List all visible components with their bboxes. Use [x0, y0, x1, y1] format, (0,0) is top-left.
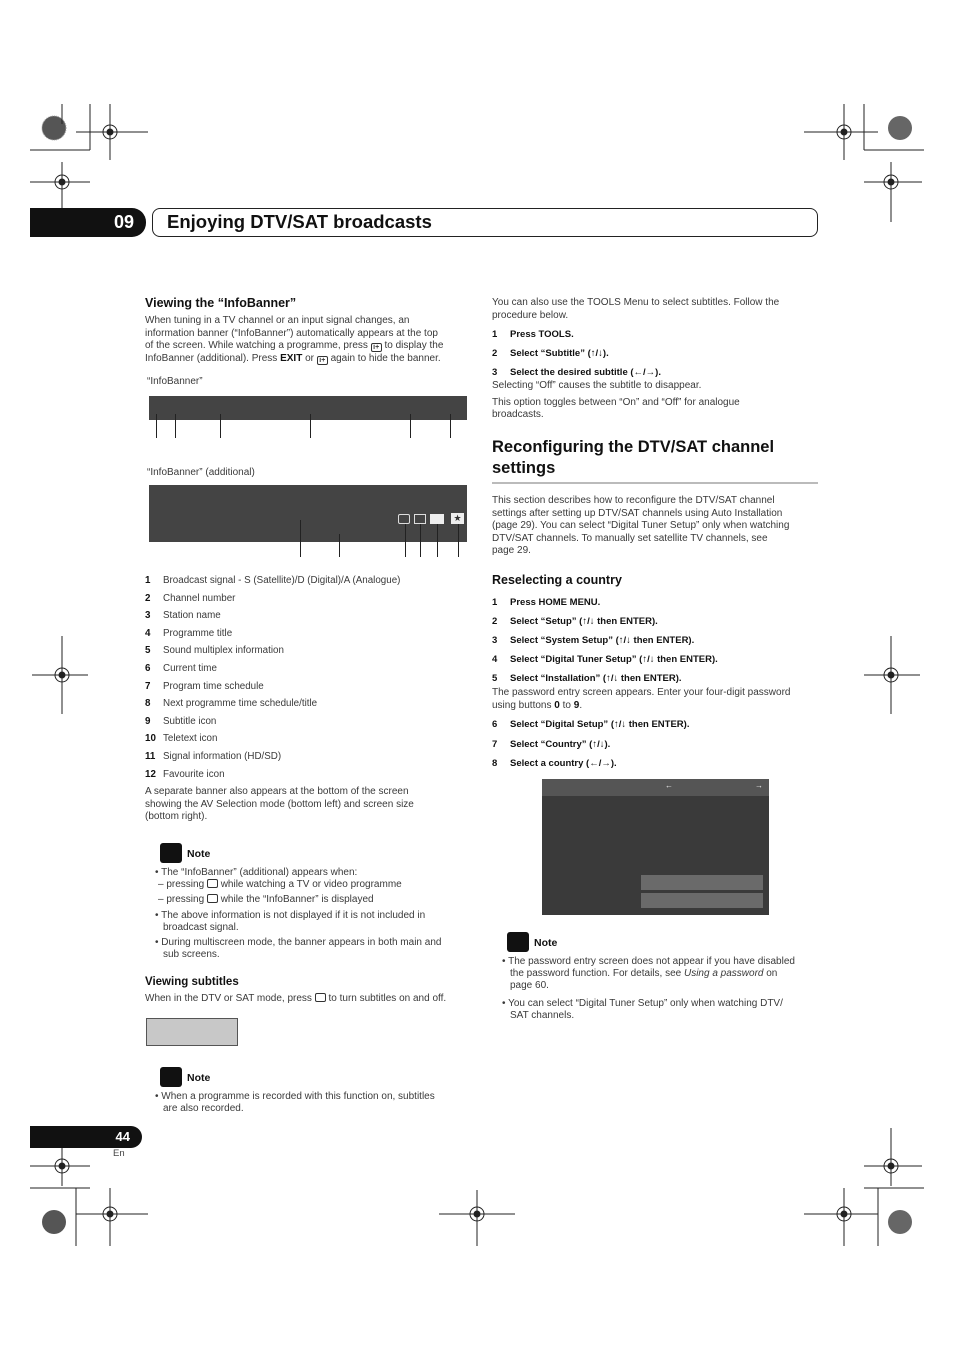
callout-line	[405, 524, 406, 557]
list-item-continuation: page 60.	[510, 980, 549, 992]
chapter-number-pill	[30, 208, 146, 237]
list-item-number: 10	[145, 733, 156, 745]
list-item-label: Subtitle icon	[163, 715, 217, 727]
subtitles-heading: Viewing subtitles	[145, 976, 239, 988]
infobanner-paragraph	[145, 315, 475, 365]
infobanner-image	[149, 396, 467, 420]
screen-top-bar	[542, 779, 769, 796]
list-item-number: 9	[145, 715, 151, 727]
infobanner-line-4: InfoBanner (additional). Press EXIT or i+ again to hide the banner.	[145, 352, 441, 364]
callout-line	[410, 414, 411, 438]
list-item	[145, 769, 475, 787]
page-number: 44	[115, 1129, 130, 1144]
reconfig-paragraph	[492, 495, 822, 558]
list-item-number: 6	[145, 662, 151, 674]
tools-steps	[492, 329, 822, 386]
step-number: 3	[492, 367, 498, 378]
step-item	[492, 635, 822, 647]
password-paragraph: The password entry screen appears. Enter your four-digit password using buttons 0 to 9.	[492, 687, 791, 711]
step-item	[492, 616, 822, 628]
note-icon	[160, 843, 182, 863]
list-item-label: Signal information (HD/SD)	[163, 750, 282, 762]
callout-line	[450, 414, 451, 438]
note-bullets	[155, 867, 475, 961]
chapter-number: 09	[113, 212, 134, 232]
step-item	[492, 719, 822, 731]
list-item	[145, 698, 475, 716]
step-item	[492, 348, 822, 360]
paragraph-line: page 29.	[492, 545, 531, 556]
list-item-number: 12	[145, 768, 156, 780]
language-label: En	[113, 1148, 125, 1159]
list-item-number: 2	[145, 592, 151, 604]
list-item-continuation: broadcast signal.	[163, 921, 239, 933]
step-item	[492, 329, 822, 341]
list-item-label: Program time schedule	[163, 680, 264, 692]
reconfig-heading: Reconfiguring the DTV/SAT channel settings	[492, 438, 775, 477]
step-label: Select “Digital Tuner Setup” (↑/↓ then ENTER).	[510, 654, 718, 665]
infobanner-line-1: When tuning in a TV channel or an input signal changes, an	[145, 315, 410, 326]
list-item-continuation: the password function. For details, see Using a password on	[510, 968, 778, 980]
tools-paragraph: You can also use the TOOLS Menu to select subtitles. Follow the procedure below.	[492, 297, 780, 321]
step-item	[492, 758, 822, 770]
list-item	[145, 733, 475, 751]
list-item-label: Broadcast signal - S (Satellite)/D (Digital)/A (Analogue)	[163, 575, 401, 586]
infobanner-heading: Viewing the “InfoBanner”	[145, 296, 297, 310]
info-button-icon	[207, 894, 218, 903]
step-number: 8	[492, 758, 498, 769]
subtitle-screen-image	[146, 1018, 238, 1046]
list-item	[145, 716, 475, 734]
infobanner-line-3: of the screen. While watching a programme, press i+ to display the	[145, 340, 444, 351]
list-item-number: 3	[145, 610, 151, 622]
note-label: Note	[534, 937, 558, 949]
list-item-label: Programme title	[163, 627, 233, 639]
list-item: • You can select “Digital Tuner Setup” only when watching DTV/	[502, 997, 783, 1009]
step-item	[492, 597, 822, 609]
list-item: • The above information is not displayed if it is not included in	[155, 909, 426, 921]
page-number-pill	[30, 1126, 142, 1148]
note-icon	[160, 1067, 182, 1087]
list-item-continuation: SAT channels.	[510, 1009, 575, 1021]
list-item-label: Current time	[163, 662, 217, 674]
step-label: Press TOOLS.	[510, 329, 574, 340]
signal-info-icon	[430, 514, 444, 524]
list-item-label: Favourite icon	[163, 768, 225, 780]
subtitle-icon	[398, 514, 410, 524]
registration-mark-top-right	[804, 104, 924, 224]
list-item	[145, 593, 475, 611]
arrow-left-icon: ←	[665, 781, 673, 790]
step-item	[492, 673, 822, 685]
list-item: – pressing while watching a TV or video programme	[158, 879, 402, 891]
list-item: • The password entry screen does not appear if you have disabled	[502, 956, 795, 967]
list-item-label: Teletext icon	[163, 733, 218, 745]
step-number: 6	[492, 719, 498, 730]
legend-list	[145, 575, 475, 786]
callout-line	[437, 524, 438, 557]
list-item-continuation: sub screens.	[163, 949, 220, 961]
step-label: Select “Setup” (↑/↓ then ENTER).	[510, 616, 658, 627]
list-item	[145, 610, 475, 628]
step-number: 2	[492, 348, 498, 359]
step-number: 3	[492, 635, 498, 646]
step-number: 7	[492, 738, 498, 750]
country-setup-screen	[542, 779, 769, 915]
tools-after-paragraph: Selecting “Off” causes the subtitle to disappear. This option toggles between “On” and “Off” for analogue broadcasts.	[492, 380, 740, 420]
note-icon	[507, 932, 529, 952]
registration-mark-mid-right	[862, 636, 922, 716]
step-label: Press HOME MENU.	[510, 597, 601, 608]
list-item: • During multiscreen mode, the banner appears in both main and	[155, 937, 442, 949]
step-number: 4	[492, 654, 498, 665]
country-heading: Reselecting a country	[492, 573, 622, 587]
step-label: Select “Digital Setup” (↑/↓ then ENTER).	[510, 719, 690, 730]
list-item-number: 11	[145, 750, 156, 762]
info-button-icon	[207, 879, 218, 888]
list-item-label: Sound multiplex information	[163, 645, 284, 657]
list-item-number: 4	[145, 627, 151, 639]
list-item	[145, 575, 475, 593]
registration-mark-bottom-center	[437, 1190, 517, 1250]
chapter-title: Enjoying DTV/SAT broadcasts	[167, 211, 432, 232]
list-item-label: Channel number	[163, 592, 236, 604]
callout-line	[458, 524, 459, 557]
step-item	[492, 739, 822, 751]
separate-banner-paragraph: A separate banner also appears at the bottom of the screen showing the AV Selection mode (bottom left) and screen size (bottom right).	[145, 786, 414, 822]
infobanner-line-2: information banner (“InfoBanner”) automatically appears at the top	[145, 327, 438, 339]
list-item-number: 1	[145, 575, 151, 586]
favourite-icon: ★	[451, 513, 464, 524]
step-label: Select “Subtitle” (↑/↓).	[510, 348, 609, 359]
arrow-right-icon: →	[755, 781, 763, 790]
list-item	[145, 645, 475, 663]
registration-mark-mid-left	[30, 636, 90, 716]
info-button-icon: i+	[371, 343, 382, 352]
info-button-icon: i+	[317, 356, 328, 365]
list-item-continuation: are also recorded.	[163, 1103, 244, 1115]
caption-infobanner-additional: “InfoBanner” (additional)	[147, 467, 255, 478]
step-item	[492, 367, 822, 379]
caption-infobanner: “InfoBanner”	[147, 376, 203, 387]
paragraph-line: settings after setting up DTV/SAT channels using Auto Installation	[492, 507, 783, 519]
note2-bullets	[155, 1091, 475, 1115]
list-item-number: 7	[145, 680, 151, 692]
list-item	[145, 663, 475, 681]
subtitles-paragraph: When in the DTV or SAT mode, press to turn subtitles on and off.	[145, 993, 447, 1004]
screen-button	[641, 893, 763, 908]
step-label: Select “Country” (↑/↓).	[510, 738, 611, 750]
exit-key-label: EXIT	[280, 352, 303, 364]
registration-mark-bottom-right	[804, 1128, 924, 1248]
list-item	[145, 681, 475, 699]
callout-line	[300, 520, 301, 557]
callout-line	[339, 534, 340, 557]
step-number: 5	[492, 673, 498, 684]
subtitle-button-icon	[315, 993, 326, 1002]
list-item: • When a programme is recorded with this function on, subtitles	[155, 1091, 435, 1102]
callout-line	[420, 524, 421, 557]
reconfig-heading-rule	[492, 482, 818, 484]
list-item-label: Next programme time schedule/title	[163, 698, 318, 710]
step-number: 1	[492, 329, 498, 340]
callout-line	[310, 414, 311, 438]
step-number: 1	[492, 597, 498, 608]
step-item	[492, 654, 822, 666]
screen-button	[641, 875, 763, 890]
teletext-icon	[414, 514, 426, 524]
callout-line	[220, 414, 221, 438]
callout-line	[156, 414, 157, 438]
paragraph-line: (page 29). You can select “Digital Tuner Setup” only when watching	[492, 520, 790, 531]
callout-line	[175, 414, 176, 438]
list-item-number: 5	[145, 645, 151, 657]
list-item: • The “InfoBanner” (additional) appears when:	[155, 867, 358, 878]
country-steps-b	[492, 719, 822, 778]
paragraph-line: This section describes how to reconfigure the DTV/SAT channel	[492, 495, 775, 506]
paragraph-line: DTV/SAT channels. To manually set satellite TV channels, see	[492, 532, 768, 544]
step-label: Select “Installation” (↑/↓ then ENTER).	[510, 673, 682, 684]
list-item-number: 8	[145, 698, 151, 710]
list-item	[145, 628, 475, 646]
list-item: – pressing while the “InfoBanner” is displayed	[158, 894, 374, 906]
step-label: Select the desired subtitle (←/→).	[510, 367, 661, 378]
list-item-label: Station name	[163, 610, 221, 622]
right-note-bullets	[502, 956, 822, 1022]
note-label: Note	[187, 848, 211, 860]
registration-mark-top-left	[30, 104, 150, 224]
step-label: Select a country (←/→).	[510, 758, 617, 769]
step-label: Select “System Setup” (↑/↓ then ENTER).	[510, 635, 695, 646]
country-steps-a	[492, 597, 822, 692]
list-item	[145, 751, 475, 769]
step-number: 2	[492, 616, 498, 627]
note-label: Note	[187, 1072, 211, 1084]
